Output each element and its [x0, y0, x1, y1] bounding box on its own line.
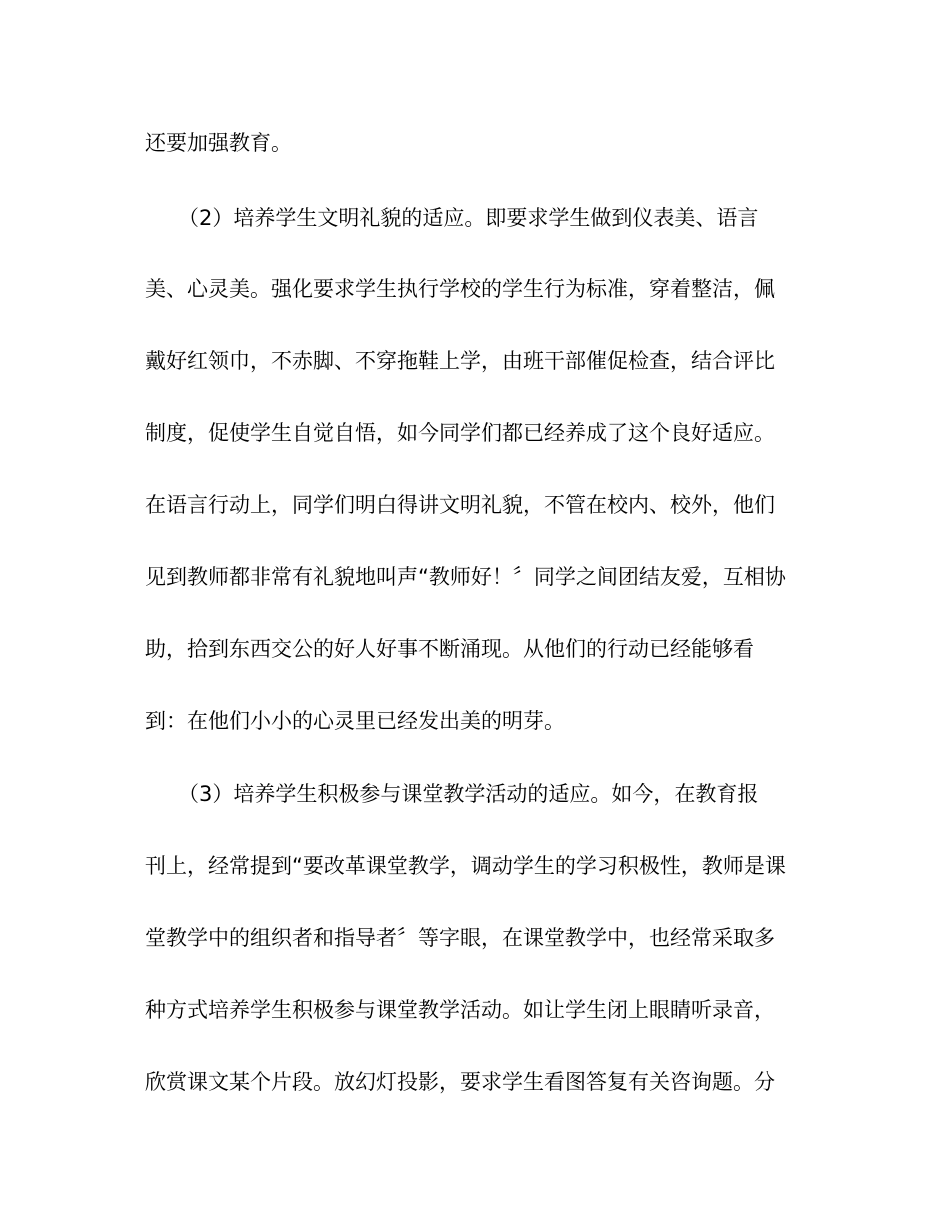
text-line: 在语言行动上，同学们明白得讲文明礼貌，不管在校内、校外，他们	[145, 493, 775, 517]
paragraph-2-start: （2）培养学生文明礼貌的适应。即要求学生做到仪表美、语言	[178, 206, 759, 230]
text-line: 美、心灵美。强化要求学生执行学校的学生行为标准，穿着整洁，佩	[145, 277, 775, 301]
text-line: 到：在他们小小的心灵里已经发出美的明芽。	[145, 709, 565, 733]
text-line: 制度，促使学生自觉自悟，如今同学们都已经养成了这个良好适应。	[145, 421, 775, 445]
text-line: 刊上，经常提到“要改革课堂教学，调动学生的学习积极性，教师是课	[145, 854, 786, 878]
text-line: 助，拾到东西交公的好人好事不断涌现。从他们的行动已经能够看	[145, 637, 754, 661]
text-line: 戴好红领巾，不赤脚、不穿拖鞋上学，由班干部催促检查，结合评比	[145, 349, 775, 373]
text-line: 还要加强教育。	[145, 131, 292, 155]
text-line: 种方式培养学生积极参与课堂教学活动。如让学生闭上眼睛听录音，	[145, 998, 775, 1022]
paragraph-3-start: （3）培养学生积极参与课堂教学活动的适应。如今，在教育报	[178, 782, 759, 806]
text-line: 欣赏课文某个片段。放幻灯投影，要求学生看图答复有关咨询题。分	[145, 1070, 775, 1094]
text-line: 堂教学中的组织者和指导者〞等字眼，在课堂教学中，也经常采取多	[145, 926, 775, 950]
text-line: 见到教师都非常有礼貌地叫声“教师好！〞同学之间团结友爱，互相协	[145, 565, 786, 589]
